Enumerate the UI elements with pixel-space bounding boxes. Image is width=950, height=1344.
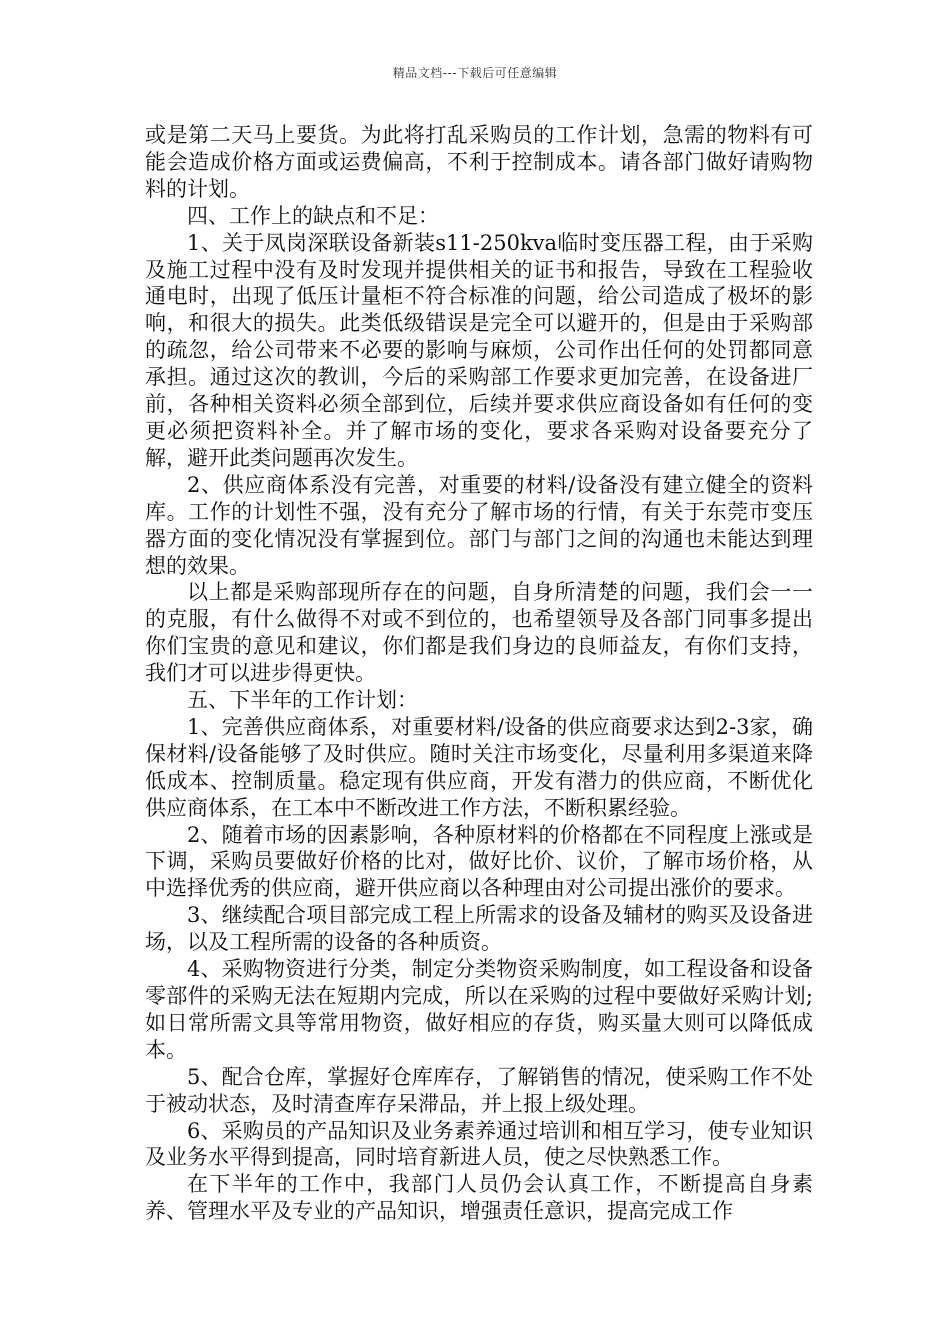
paragraph: 6、采购员的产品知识及业务素养通过培训和相互学习，使专业知识及业务水平得到提高，同时培育新进人员，使之尽快熟悉工作。 xyxy=(145,1118,813,1170)
paragraph: 或是第二天马上要货。为此将打乱采购员的工作计划，急需的物料有可能会造成价格方面或运费偏高，不利于控制成本。请各部门做好请购物料的计划。 xyxy=(145,123,813,201)
paragraph: 2、随着市场的因素影响，各种原材料的价格都在不同程度上涨或是下调，采购员要做好价格的比对，做好比价、议价，了解市场价格，从中选择优秀的供应商，避开供应商以各种理由对公司提出涨价的要求。 xyxy=(145,822,813,901)
paragraph: 1、关于凤岗深联设备新装s11-250kva临时变压器工程，由于采购及施工过程中没有及时发现并提供相关的证书和报告，导致在工程验收通电时，出现了低压计量柜不符合标准的问题，给公司造成了极坏的影响，和很大的损失。此类低级错误是完全可以避开的，但是由于采购部的疏忽，给公司带来不必要的影响与麻烦，公司作出任何的处罚都同意承担。通过这次的教训，今后的采购部工作要求更加完善，在设备进厂前，各种相关资料必须全部到位，后续并要求供应商设备如有任何的变更必须把资料补全。并了解市场的变化，要求各采购对设备要充分了解，避开此类问题再次发生。 xyxy=(145,230,813,470)
section-heading-shortcomings: 四、工作上的缺点和不足： xyxy=(187,203,439,228)
page-header: 精品文档---下载后可任意编辑 xyxy=(392,66,558,80)
paragraph: 1、完善供应商体系，对重要材料/设备的供应商要求达到2-3家，确保材料/设备能够了及时供应。随时关注市场变化，尽量利用多渠道来降低成本、控制质量。稳定现有供应商，开发有潜力的供应商，不断优化供应商体系，在工本中不断改进工作方法，不断积累经验。 xyxy=(145,714,813,820)
paragraph: 2、供应商体系没有完善，对重要的材料/设备没有建立健全的资料库。工作的计划性不强，没有充分了解市场的行情，有关于东莞市变压器方面的变化情况没有掌握到位。部门与部门之间的沟通也未能达到理想的效果。 xyxy=(145,472,813,578)
section-heading-plan: 五、下半年的工作计划： xyxy=(187,688,418,713)
document-body xyxy=(145,122,813,1225)
paragraph: 在下半年的工作中，我部门人员仍会认真工作，不断提高自身素养、管理水平及专业的产品知识，增强责任意识，提高完成工作 xyxy=(145,1172,813,1224)
paragraph: 3、继续配合项目部完成工程上所需求的设备及辅材的购买及设备进场，以及工程所需的设备的各种质资。 xyxy=(145,903,813,955)
paragraph: 5、配合仓库，掌握好仓库库存，了解销售的情况，使采购工作不处于被动状态，及时清查库存呆滞品，并上报上级处理。 xyxy=(145,1064,813,1116)
paragraph: 4、采购物资进行分类，制定分类物资采购制度，如工程设备和设备零部件的采购无法在短期内完成，所以在采购的过程中要做好采购计划;如日常所需文具等常用物资，做好相应的存货，购买量大则可以降低成本。 xyxy=(145,957,813,1062)
paragraph: 以上都是采购部现所存在的问题，自身所清楚的问题，我们会一一的克服，有什么做得不对或不到位的，也希望领导及各部门同事多提出你们宝贵的意见和建议，你们都是我们身边的良师益友，有你们支持，我们才可以进步得更快。 xyxy=(145,580,813,686)
